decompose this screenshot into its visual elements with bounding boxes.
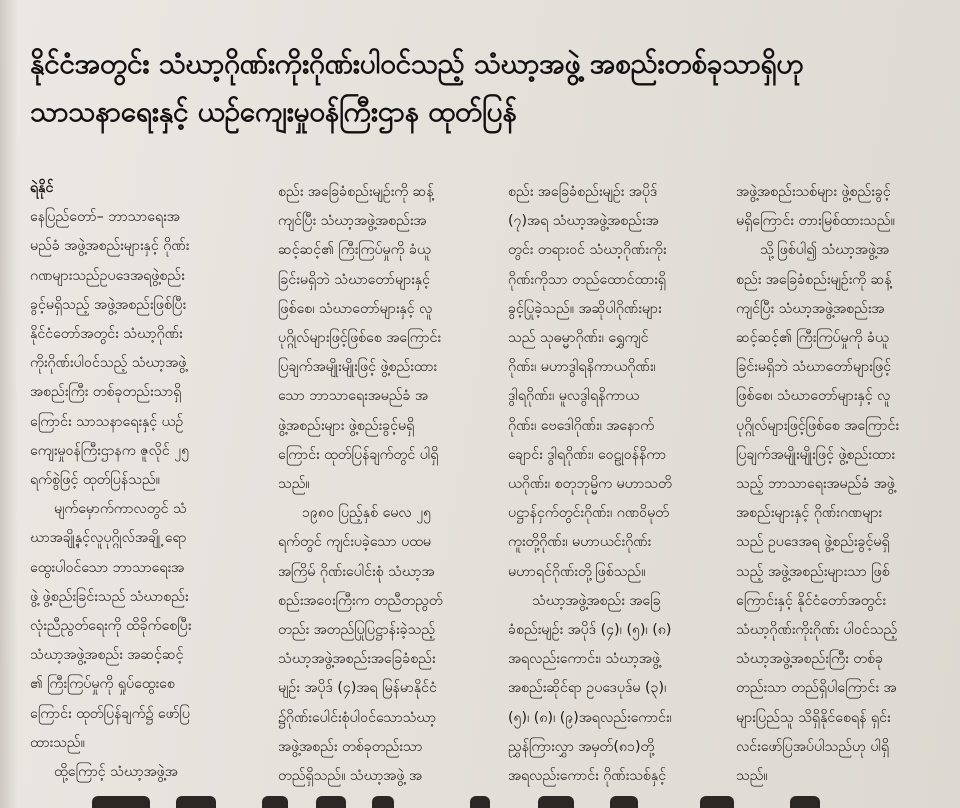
text-line: ဂိုဏ်း၊ မဟာဒွါရနိကာယဂိုဏ်း၊ [508, 359, 656, 376]
text-line: ဂိုဏ်း၊ ဗေဒေါဂိုဏ်း၊ အနောက် [508, 417, 655, 434]
text-line: ကျင်ပြီး သံဃာ့အဖွဲ့အစည်းအ [736, 300, 885, 317]
text-line: ခွင့်မရှိသည့် အဖွဲ့အစည်းဖြစ်ပြီး [30, 296, 187, 313]
text-line: အဖွဲ့အစည်းသစ်များ ဖွဲ့စည်းခွင့် [736, 184, 891, 200]
text-line: ပြချက်အမျိုးမျိုးဖြင့် ဖွဲ့စည်းထား [736, 446, 896, 463]
text-line: ပဋ္ဌာန်ငှက်တွင်းဂိုဏ်း၊ ဂဏဝိမုတ် [508, 505, 670, 522]
text-line: သည် ဥပဒေအရ ဖွဲ့စည်းခွင့်မရှိ [736, 534, 890, 551]
text-line: အရလည်းကောင်း၊ သံဃာ့အဖွဲ့ [508, 651, 660, 668]
text-line: ကြောင်း သာသနာရေးနှင့် ယဉ် [30, 413, 184, 430]
article-column-2 [278, 178, 476, 791]
text-line: တွင်း တရားဝင် သံဃာ့ဂိုဏ်းကိုး [508, 242, 667, 259]
text-line: ထွေးပါဝင်သော ဘာသာရေးအ [30, 559, 185, 576]
text-line: များပြည်သူ သိရှိနိုင်စေရန် ရှင်း [736, 709, 891, 726]
text-line: ၌ဂိုဏ်းပေါင်းစုံပါဝင်သောသံဃာ့ [278, 709, 437, 726]
text-line: မျက်မှောက်ကာလတွင် သံ [54, 501, 187, 518]
text-line: အဖွဲ့အစည်း တစ်ခုတည်းသာ [278, 738, 423, 755]
text-line: ရဲနိုင် [30, 180, 54, 196]
text-line: ပုဂ္ဂိုလ်များဖြင့်ဖြစ်စေ အကြောင်း [736, 417, 899, 434]
text-line: ပြချက်အမျိုးမျိုးဖြင့် ဖွဲ့စည်းထား [278, 359, 438, 376]
text-line: ဆင့်ဆင့်၏ ကြီးကြပ်မှုကို ခံယူ [278, 242, 431, 259]
text-line: ကြောင်း ထုတ်ပြန်ချက်တွင် ပါရှိ [278, 446, 439, 463]
text-line: ကြောင်းနှင့် နိုင်ငံတော်အတွင်း [736, 592, 886, 609]
text-line: ၏ ကြီးကြပ်မှုကို ရှုပ်ထွေးစေ [30, 676, 175, 693]
text-line: တည်းသာ တည်ရှိပါကြောင်း အ [736, 680, 897, 697]
text-line: ထို့ကြောင့် သံဃာ့အဖွဲ့အ [54, 764, 178, 781]
text-line: တည်း အတည်ပြုပြဋ္ဌာန်းခဲ့သည့် [278, 622, 436, 639]
text-line: သည့် အဖွဲ့အစည်းများသာ ဖြစ် [736, 563, 890, 580]
text-line: ဂဏများသည်ဥပဒေအရဖွဲ့စည်း [30, 267, 185, 284]
article-headline [30, 40, 930, 136]
text-line: အရလည်းကောင်း ဂိုဏ်းသစ်နှင့် [508, 768, 667, 785]
text-line: သံဃာ့အဖွဲ့အစည်း အခြေ [532, 592, 661, 609]
text-line: ပုဂ္ဂိုလ်များဖြင့်ဖြစ်စေ အကြောင်း [278, 330, 441, 347]
text-line: စည်းအဝေးကြီးက တညီတညွတ် [278, 592, 443, 609]
article-column-4 [736, 178, 934, 791]
text-line: မရှိကြောင်း တားမြစ်ထားသည်။ [736, 213, 895, 230]
text-line: ချောင်း ဒွါရဂိုဏ်း၊ ဝေဠုဝန်နိကာ [508, 446, 667, 463]
text-line: သံဃာ့ဂိုဏ်းကိုးဂိုဏ်း ပါဝင်သည့် [736, 622, 898, 639]
text-line: ရက်တွင် ကျင်းပခဲ့သော ပထမ [278, 534, 432, 551]
text-line: ဃာအချို့နှင့်လူပုဂ္ဂိုလ်အချို့ ရော [30, 530, 187, 547]
text-line: ဖြစ်စေ၊ သံဃာတော်များနှင့် လူ [736, 388, 891, 405]
text-line: ညွှန်ကြားလွှာ အမှတ်(၈၁)တို့ [508, 738, 655, 755]
text-line: ကျေးမှုဝန်ကြီးဌာနက ဇူလိုင် ၂၅ [30, 442, 190, 459]
text-line: တည်ရှိသည်။ သံဃာ့အဖွဲ့ အ [278, 768, 422, 785]
text-line: သံဃာ့အဖွဲ့အစည်းအခြေခံစည်း [278, 651, 436, 668]
text-line: သို့ဖြစ်ပါ၍ သံဃာ့အဖွဲ့အ [760, 242, 889, 259]
text-line: မည်ခံ အဖွဲ့အစည်းများနှင့် ဂိုဏ်း [30, 238, 190, 255]
text-line: အစည်းများနှင့် ဂိုဏ်းဂဏများ [736, 505, 883, 522]
text-line: ခြင်းမရှိဘဲ သံဃာတော်များနှင့် [278, 271, 430, 288]
text-line: မဟာရင်ဂိုဏ်းတို့ဖြစ်သည်။ [508, 563, 646, 580]
text-line: ယဂိုဏ်း၊ စတုဘုမ္မိက မဟာသတိ [508, 476, 672, 493]
text-line: သံဃာ့အဖွဲ့အစည်း အဆင့်ဆင့် [30, 647, 184, 664]
page-edge-shadow [0, 0, 18, 808]
text-line: ကြောင်း ထုတ်ပြန်ချက်၌ ဖော်ပြ [30, 705, 191, 722]
text-line: ကူးတို့ဂိုဏ်း၊ မဟာယင်းဂိုဏ်း [508, 534, 652, 551]
text-line: စည်း အခြေခံစည်းမျဉ်း အပိုဒ် [508, 184, 658, 200]
article-column-1 [30, 174, 228, 787]
text-line: ထားသည်။ [30, 734, 85, 751]
article-column-3 [508, 178, 706, 791]
text-line: အကြိမ် ဂိုဏ်းပေါင်းစုံ သံဃာ့အ [278, 563, 435, 580]
text-line: သံဃာ့အဖွဲ့အစည်းကြီး တစ်ခု [736, 651, 883, 668]
text-line: သည်။ [736, 768, 768, 785]
text-line: ရက်စွဲဖြင့် ထုတ်ပြန်သည်။ [30, 472, 160, 489]
text-line: ခံစည်းမျဉ်း အပိုဒ် (၄)၊ (၅)၊ (၈) [508, 622, 672, 639]
text-line: သော ဘာသာရေးအမည်ခံ အ [278, 388, 429, 405]
article-body [30, 174, 940, 785]
next-article-cutoff [0, 790, 960, 808]
text-line: ခွင့်ပြုခဲ့သည်။ အဆိုပါဂိုဏ်းများ [508, 300, 662, 317]
headline-line-2: သာသနာရေးနှင့် ယဉ်ကျေးမှုဝန်ကြီးဌာန ထုတ်ပြန် [30, 95, 517, 128]
text-line: ဆင့်ဆင့်၏ ကြီးကြပ်မှုကို ခံယူ [736, 330, 889, 347]
text-line: နိုင်ငံတော်အတွင်း သံဃာ့ဂိုဏ်း [30, 326, 183, 343]
text-line: သည်။ [278, 476, 310, 493]
text-line: ဖွဲ့ ဖွဲ့စည်းခြင်းသည် သံဃာစည်း [30, 588, 189, 605]
text-line: (၅)၊ (၈)၊ (၉)အရလည်းကောင်း၊ [508, 709, 672, 726]
headline-line-1: နိုင်ငံအတွင်း သံဃာ့ဂိုဏ်းကိုးဂိုဏ်းပါဝင်သည့် သံဃာ့အဖွဲ့ အစည်းတစ်ခုသာရှိဟု [30, 47, 804, 80]
text-line: မျဉ်း အပိုဒ် (၄)အရ မြန်မာနိုင်ငံ [278, 680, 437, 697]
text-line: သည် သုဓမ္မာဂိုဏ်း၊ ရွှေကျင် [508, 330, 649, 347]
text-line: ကိုးဂိုဏ်းပါဝင်သည့် သံဃာ့အဖွဲ့ [30, 355, 187, 372]
text-line: ဒွါရဂိုဏ်း၊ မူလဒွါရနိကာယ [508, 388, 639, 405]
text-line: ၁၉၈၀ ပြည့်နှစ် မေလ ၂၅ [302, 505, 432, 522]
text-line: လင်းဖော်ပြအပ်ပါသည်ဟု ပါရှိ [736, 738, 890, 755]
text-line: အစည်းကြီး တစ်ခုတည်းသာရှိ [30, 384, 182, 401]
text-line: သည့် ဘာသာရေးအမည်ခံ အဖွဲ့ [736, 476, 895, 493]
text-line: နေပြည်တော်– ဘာသာရေးအ [30, 209, 180, 226]
text-line: ဖြစ်စေ၊ သံဃာတော်များနှင့် လူ [278, 300, 433, 317]
text-line: စည်း အခြေခံစည်းမျဉ်းကို ဆန့် [736, 271, 892, 288]
text-line: ဖွဲ့အစည်းများ ဖွဲ့စည်းခွင့်မရှိ [278, 417, 415, 434]
text-line: အစည်းဆိုင်ရာ ဥပဒေပုဒ်မ (၃)၊ [508, 680, 667, 697]
text-line: ဂိုဏ်းကိုသာ တည်ထောင်ထားရှိ [508, 271, 666, 288]
text-line: ကျင်ပြီး သံဃာ့အဖွဲ့အစည်းအ [278, 213, 427, 230]
text-line: စည်း အခြေခံစည်းမျဉ်းကို ဆန့် [278, 184, 434, 200]
text-line: လုံးညီညွတ်ရေးကို ထိခိုက်စေပြီး [30, 618, 192, 635]
text-line: ခြင်းမရှိဘဲ သံဃာတော်များဖြင့် [736, 359, 892, 376]
text-line: (၇)အရ သံဃာ့အဖွဲ့အစည်းအ [508, 213, 659, 230]
